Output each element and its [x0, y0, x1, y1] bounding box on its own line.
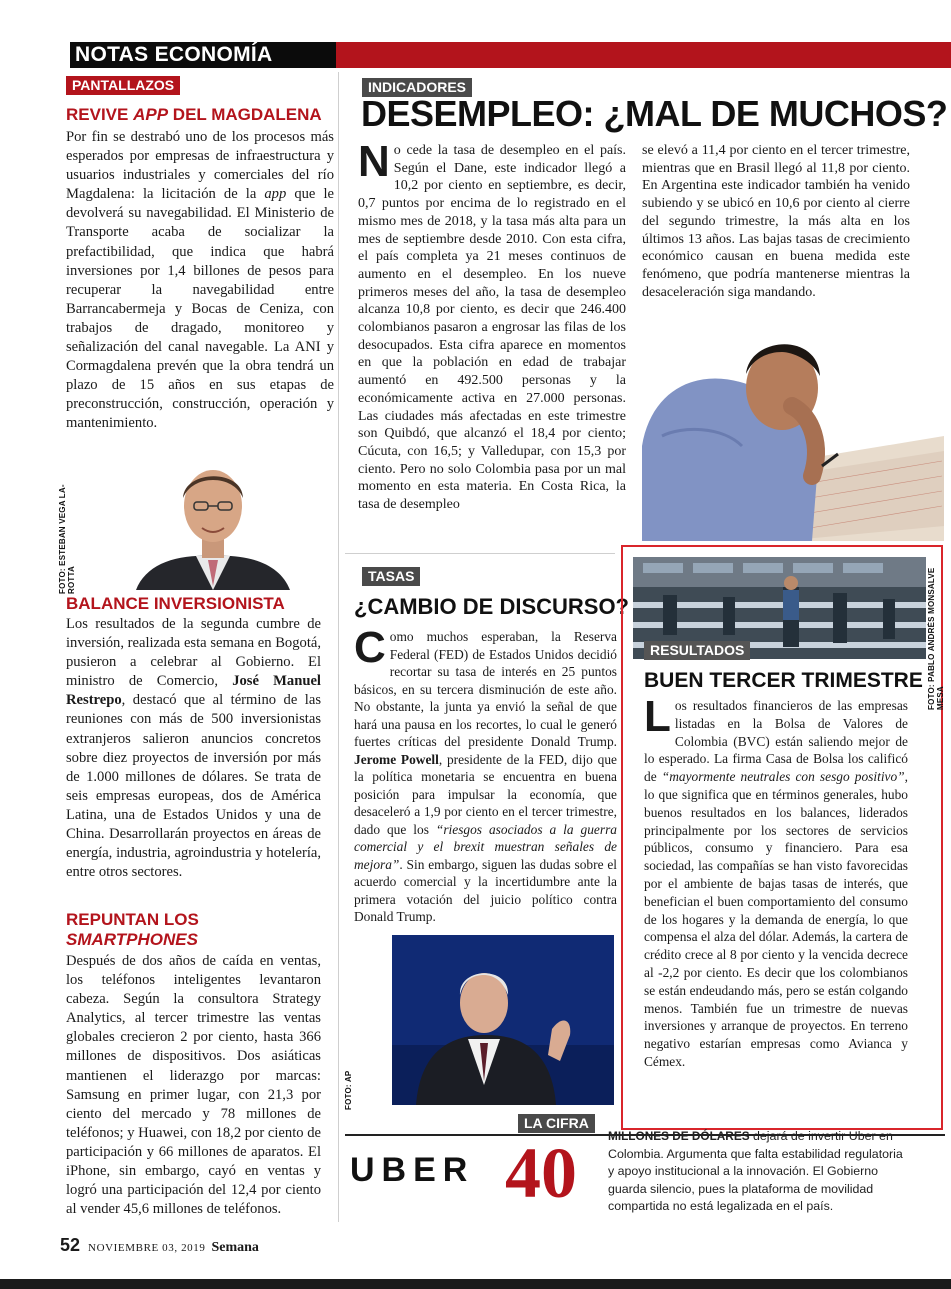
headline-balance-inversionista: BALANCE INVERSIONISTA	[66, 594, 285, 613]
row-divider	[345, 553, 615, 554]
tasas-body: Como muchos esperaban, la Reserva Federal (FED) de Estados Unidos decidió recortar su tasa de interés en 25 puntos básicos, en su tercera disminución de este año. No obstante, la junta ya envió la señal de que hará una pausa en los recortes, lo cual le generó fuertes críticas del presidente Donald Trump. Jerome Powell, presidente de la FED, dijo que la política monetaria se encuentra en buena posición para impulsar la economía, que desaceleró a 1,9 por ciento en el tercer trimestre, dado que los “riesgos asociados a la guerra comercial y el brexit muestran señales de mejora”. Sin embargo, siguen las dudas sobre el acuerdo comercial y la incertidumbre ante la primera votación del juicio político contra Donald Trump.	[354, 623, 617, 924]
kicker-tasas: TASAS	[362, 567, 420, 586]
headline-cambio-de-discurso: ¿CAMBIO DE DISCURSO?	[354, 594, 629, 619]
page-footer	[60, 1235, 259, 1256]
section-header-red-bar	[336, 42, 951, 68]
pantallazos-block	[66, 76, 334, 434]
indicadores-body-col2: se elevó a 11,4 por ciento en el tercer trimestre, mientras que en Brasil llegó al 11,8 por ciento. En Argentina este indicador también ha venido subiendo y se ubicó en 10,6 por ciento al cierre del segundo trimestre, la más alta en los últimos 13 años. Las bajas tasas de crecimiento económico causan en buena medida este fenómeno, que podría mantenerse mientras la desaceleración siga mandando.	[642, 143, 910, 300]
pantallazos-body: Por fin se destrabó uno de los procesos más esperados por empresas de infraestructura y usuarios industriales y comerciales del río Magdalena: la licitación de la app que le devolverá su navegabilidad. El Ministerio de Transporte acaba de socializar la prefactibilidad, que indica que habrá inversiones por 1,4 billones de pesos para recuperar la navegabilidad entre Barrancabermeja y Bocas de Ceniza, con trabajos de dragado, monitoreo y señalización del canal navegable. La ANI y Cormagdalena prevén que la obra tendrá un plazo de 15 años en sus etapas de preconstrucción, construcción, operación y mantenimiento.	[66, 129, 335, 432]
photo-credit-left: FOTO: ESTEBAN VEGA LA-ROTTA	[58, 484, 76, 594]
tasas-kicker-wrap	[362, 567, 420, 586]
kicker-la-cifra: LA CIFRA	[518, 1114, 595, 1133]
bottom-edge-bar	[0, 1279, 951, 1289]
dropcap-l: L	[644, 692, 671, 741]
magazine-name: Semana	[211, 1240, 259, 1255]
indicadores-body-col1: No cede la tasa de desempleo en el país. Según el Dane, este indicador llegó a 10,2 por ciento en septiembre, es decir, 0,7 puntos por encima de lo registrado en el mismo mes de 2018, y la tasa más alta para un mes de septiembre desde 2010. Con esta cifra, el país completa ya 21 meses continuos de aumento en el desempleo. En los nueve primeros meses del año, la tasa de desempleo alcanza 10,8 por ciento, es decir que 246.400 colombianos pasaron a engrosar las filas de los desocupados. Esta cifra aparece en momentos en que la población en edad de trabajar aumentó en 492.500 personas y la económicamente activa en 27.000 personas. Las ciudades más afectadas en este trimestre son Quibdó, que alcanzó el 18,4 por ciento; Cúcuta, con 16,5; y Valledupar, con 15,3 por ciento. Pero no solo Colombia pasa por un mal momento en esta materia. En Costa Rica, la tasa de desempleo	[358, 137, 626, 513]
balance-block	[66, 594, 321, 882]
photo-credit-ap: FOTO: AP	[344, 1070, 353, 1110]
uber-wordmark: UBER	[350, 1151, 475, 1189]
issue-date: NOVIEMBRE 03, 2019	[88, 1242, 206, 1254]
resultados-body: Los resultados financieros de las empresas listadas en la Bolsa de Valores de Colombia (BVC) están saliendo mejor de lo esperado. La firma Casa de Bolsa los calificó de “mayormente neutrales con sesgo positivo”, lo que significa que en términos generales, hubo buenos resultados en los balances, liderados principalmente por los sectores de servicios públicos, consumo y financiero. Para esa sociedad, las compañías se han visto favorecidas por el ambiente de bajas tasas de interés, que benefician el buen comportamiento del consumo de los hogares y la demanda de energía, lo que compensa el alza del dólar. Además, la cartera de crédito crece al 8 por ciento y la vencida decrece al -2,2 por ciento. Es decir que los colombianos se están endeudando más, pero se están colgando menos. También fue un trimestre de nuevas inversiones y arranque de proyectos. En terreno negativo estarían empresas como Avianca y Cémex.	[644, 692, 908, 1069]
dropcap-n: N	[358, 137, 390, 186]
balance-body: Los resultados de la segunda cumbre de inversión, realizada esta semana en Bogotá, pusieron a celebrar al Gobierno. El ministro de Comercio, José Manuel Restrepo, destacó que al término de las reuniones con más de 500 inversionistas extranjeros salieron anuncios concretos sobre diez proyectos de inversión por más de 1.000 millones de dólares. Se trata de seis empresas europeas, dos de América Latina, una de Estados Unidos y una de China. Desarrollarán proyectos en áreas de energía, industria, agroindustria y hotelería, entre otros sectores.	[66, 616, 321, 881]
worried-worker-photo	[642, 326, 944, 541]
photo-credit-resultados: FOTO: PABLO ANDRÉS MONSALVE MESA	[927, 567, 945, 710]
kicker-pantallazos: PANTALLAZOS	[66, 76, 180, 95]
kicker-indicadores: INDICADORES	[362, 78, 472, 97]
column-divider	[338, 72, 339, 1222]
smartphones-body: Después de dos años de caída en ventas, los teléfonos inteligentes levantaron cabeza. Según la consultora Strategy Analytics, al tercer trimestre las ventas globales crecieron 2 por ciento, hasta 366 millones de dispositivos. Dos asiáticas mantienen el liderazgo por marcas: Samsung en primer lugar, con 21,3 por ciento del mercado y 78 millones de teléfonos; y Huawei, con 18,2 por ciento de participación y 66 millones de aparatos. El iPhone, sin embargo, cayó en ventas y logró una participación del 12,4 por ciento al vender 45,6 millones de teléfonos.	[66, 953, 321, 1218]
headline-buen-tercer-trimestre: BUEN TERCER TRIMESTRE	[644, 669, 923, 692]
smartphones-block	[66, 910, 321, 1219]
headline-desempleo: DESEMPLEO: ¿MAL DE MUCHOS?	[361, 93, 948, 134]
headline-smartphones: REPUNTAN LOS SMARTPHONES	[66, 910, 199, 949]
la-cifra-body: MILLONES DE DÓLARES dejará de invertir Uber en Colombia. Argumenta que falta estabilidad regulatoria y apoyo institucional a la innovación. El Gobierno guarda silencio, pues la plataforma de movilidad compartida no está legalizada en el país.	[608, 1129, 903, 1214]
cifra-number: 40	[505, 1133, 577, 1213]
la-cifra-kicker-wrap	[518, 1114, 595, 1133]
headline-revive-app: REVIVE APP DEL MAGDALENA	[66, 105, 322, 124]
resultados-kicker-wrap	[644, 641, 750, 660]
section-title: NOTAS ECONOMÍA	[75, 43, 273, 66]
minister-portrait-photo	[136, 456, 290, 590]
page-number: 52	[60, 1235, 81, 1255]
powell-photo	[356, 935, 614, 1105]
dropcap-c: C	[354, 623, 386, 672]
kicker-resultados: RESULTADOS	[644, 641, 750, 660]
